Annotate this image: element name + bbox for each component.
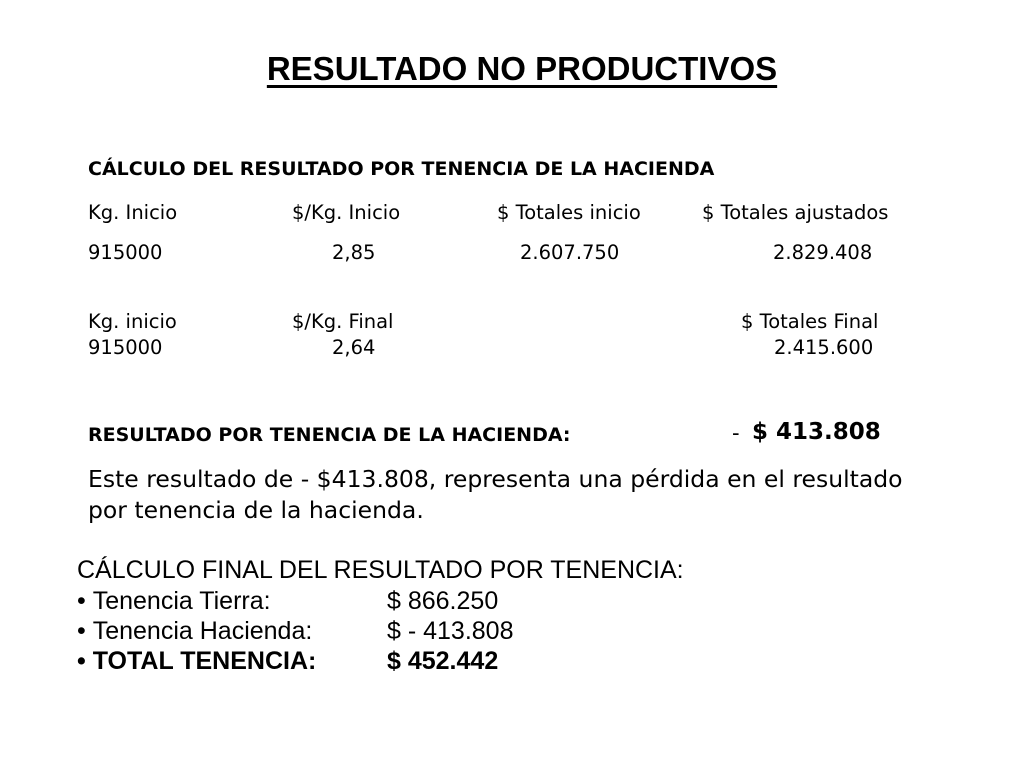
table2-value-price: 2,64 [332,336,376,359]
final-heading: CÁLCULO FINAL DEL RESULTADO POR TENENCIA: [77,556,684,584]
item-label: Tenencia Hacienda: [92,617,313,645]
calc-heading: CÁLCULO DEL RESULTADO POR TENENCIA DE LA HACIENDA [88,158,715,180]
bullet-icon: • [77,647,86,675]
page-title: RESULTADO NO PRODUCTIVOS [266,50,778,87]
bullet-icon: • [77,587,86,615]
table1-value-totales-inicio: 2.607.750 [520,241,620,264]
table1-header-totales-ajustados: $ Totales ajustados [702,201,889,224]
table1-value-price: 2,85 [332,241,376,264]
list-item-total-tenencia [77,646,677,676]
list-item-tenencia-hacienda [77,616,677,646]
item-value: $ - 413.808 [387,617,514,645]
result-label: RESULTADO POR TENENCIA DE LA HACIENDA: [88,424,571,446]
table2-header-totales-final: $ Totales Final [741,310,879,333]
table1-value-kg: 915000 [88,241,163,264]
table2-value-totales-final: 2.415.600 [774,336,874,359]
item-value: $ 452.442 [387,647,499,675]
table1-header-price: $/Kg. Inicio [292,201,401,224]
bullet-icon: • [77,617,86,645]
table2-header-kg: Kg. inicio [88,310,177,333]
item-label: Tenencia Tierra: [92,587,271,615]
table1-header-kg: Kg. Inicio [88,201,178,224]
table1-value-totales-ajustados: 2.829.408 [773,241,873,264]
result-sign: - [732,421,740,445]
table2-value-kg: 915000 [88,336,163,359]
item-label: TOTAL TENENCIA: [92,647,317,675]
explanation-text: Este resultado de - $413.808, representa una pérdida en el resultado por tenencia de la hacienda. [88,465,903,524]
table2-header-price: $/Kg. Final [292,310,394,333]
item-value: $ 866.250 [387,587,499,615]
result-value: $ 413.808 [752,419,881,445]
table1-header-totales-inicio: $ Totales inicio [497,201,641,224]
list-item-tenencia-tierra [77,586,677,616]
